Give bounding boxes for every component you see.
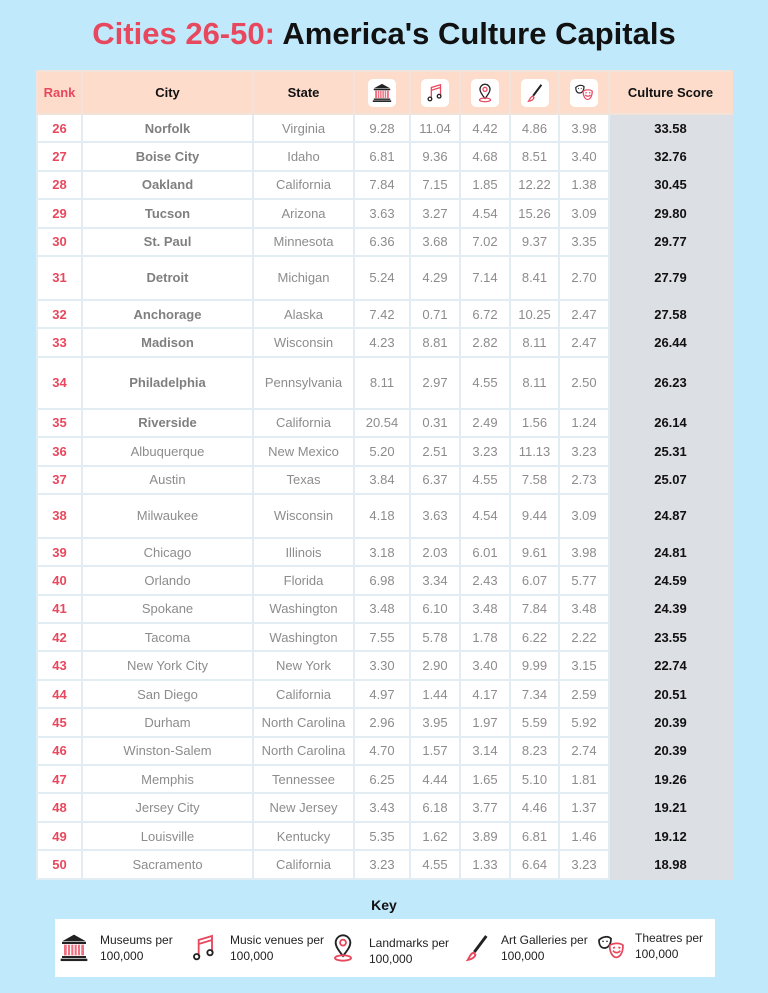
header-culture-score[interactable]: Culture Score [609,71,732,114]
cell-galleries: 6.81 [510,822,559,850]
cell-theatres: 2.22 [559,623,609,651]
cell-museums: 3.63 [354,199,410,227]
cell-score: 20.51 [609,680,732,708]
cell-museums: 5.35 [354,822,410,850]
cell-music: 5.78 [410,623,460,651]
cell-theatres: 1.46 [559,822,609,850]
cell-landmarks: 2.43 [460,566,510,594]
cell-rank: 40 [37,566,82,594]
key-legend [55,919,715,977]
cell-galleries: 6.64 [510,850,559,878]
cell-theatres: 2.47 [559,300,609,328]
cell-landmarks: 7.02 [460,228,510,256]
cell-museums: 7.55 [354,623,410,651]
cell-city: Philadelphia [82,357,253,409]
cell-music: 2.90 [410,651,460,679]
cell-score: 24.81 [609,538,732,566]
key-item-galleries [461,919,588,977]
cell-music: 3.34 [410,566,460,594]
cell-rank: 26 [37,114,82,142]
cell-museums: 7.84 [354,171,410,199]
cell-rank: 34 [37,357,82,409]
key-label-line1: Landmarks per [369,936,450,950]
cell-city: Sacramento [82,850,253,878]
table-row [37,850,732,878]
cell-city: Austin [82,466,253,494]
cell-museums: 3.23 [354,850,410,878]
cell-score: 32.76 [609,142,732,170]
cell-state: Florida [253,566,354,594]
key-item-music [188,919,324,977]
cell-rank: 39 [37,538,82,566]
cell-state: North Carolina [253,737,354,765]
cell-galleries: 8.51 [510,142,559,170]
cell-landmarks: 1.85 [460,171,510,199]
cell-state: North Carolina [253,708,354,736]
cell-state: California [253,850,354,878]
cell-galleries: 15.26 [510,199,559,227]
table-row [37,680,732,708]
cell-galleries: 6.07 [510,566,559,594]
cell-museums: 4.18 [354,494,410,538]
cell-museums: 9.28 [354,114,410,142]
cell-theatres: 3.23 [559,850,609,878]
table-row [37,708,732,736]
cell-museums: 3.18 [354,538,410,566]
cell-music: 3.68 [410,228,460,256]
cell-rank: 28 [37,171,82,199]
key-label-line2: 100,000 [369,952,413,966]
cell-music: 3.27 [410,199,460,227]
cell-landmarks: 1.78 [460,623,510,651]
cell-landmarks: 4.55 [460,466,510,494]
cell-state: Texas [253,466,354,494]
cell-score: 19.26 [609,765,732,793]
cell-city: Boise City [82,142,253,170]
theatre-masks-icon [570,79,598,107]
cell-music: 4.29 [410,256,460,300]
table-row [37,228,732,256]
cell-museums: 5.24 [354,256,410,300]
cell-rank: 27 [37,142,82,170]
cell-music: 0.71 [410,300,460,328]
cell-city: Anchorage [82,300,253,328]
cell-score: 26.44 [609,328,732,356]
cell-rank: 36 [37,437,82,465]
cell-galleries: 8.23 [510,737,559,765]
cell-rank: 46 [37,737,82,765]
cell-rank: 50 [37,850,82,878]
cell-state: New York [253,651,354,679]
cell-galleries: 5.59 [510,708,559,736]
table-row [37,466,732,494]
cell-landmarks: 1.97 [460,708,510,736]
cell-state: Virginia [253,114,354,142]
cell-theatres: 3.09 [559,199,609,227]
cell-theatres: 1.37 [559,793,609,821]
cell-score: 20.39 [609,708,732,736]
culture-table [36,70,733,880]
cell-theatres: 2.50 [559,357,609,409]
cell-music: 6.37 [410,466,460,494]
cell-galleries: 7.84 [510,595,559,623]
key-label-line1: Art Galleries per [501,933,588,947]
cell-galleries: 1.56 [510,409,559,437]
cell-landmarks: 1.65 [460,765,510,793]
cell-galleries: 9.61 [510,538,559,566]
cell-theatres: 3.23 [559,437,609,465]
cell-theatres: 3.09 [559,494,609,538]
cell-score: 30.45 [609,171,732,199]
page-title [0,16,768,52]
table-row [37,623,732,651]
cell-museums: 3.48 [354,595,410,623]
cell-state: Michigan [253,256,354,300]
cell-galleries: 4.86 [510,114,559,142]
cell-galleries: 7.34 [510,680,559,708]
cell-state: Wisconsin [253,328,354,356]
cell-state: Pennsylvania [253,357,354,409]
cell-state: Tennessee [253,765,354,793]
cell-score: 24.59 [609,566,732,594]
key-item-landmarks [327,919,449,977]
cell-landmarks: 4.42 [460,114,510,142]
cell-score: 24.39 [609,595,732,623]
table-row [37,737,732,765]
table-row [37,822,732,850]
cell-theatres: 3.48 [559,595,609,623]
key-item-theatres [595,919,703,977]
cell-museums: 6.25 [354,765,410,793]
cell-music: 4.55 [410,850,460,878]
cell-city: Detroit [82,256,253,300]
key-label-line2: 100,000 [635,947,679,961]
paintbrush-icon [521,79,549,107]
cell-theatres: 2.47 [559,328,609,356]
cell-landmarks: 2.82 [460,328,510,356]
key-label-line2: 100,000 [100,949,144,963]
cell-city: Oakland [82,171,253,199]
cell-museums: 4.23 [354,328,410,356]
cell-state: New Jersey [253,793,354,821]
cell-city: Riverside [82,409,253,437]
cell-landmarks: 3.23 [460,437,510,465]
cell-galleries: 7.58 [510,466,559,494]
cell-music: 1.44 [410,680,460,708]
cell-landmarks: 3.14 [460,737,510,765]
key-label-line1: Museums per [100,933,173,947]
title-main: America's Culture Capitals [274,16,676,51]
cell-rank: 42 [37,623,82,651]
table-row [37,300,732,328]
cell-landmarks: 3.77 [460,793,510,821]
cell-galleries: 9.44 [510,494,559,538]
cell-music: 3.63 [410,494,460,538]
cell-music: 0.31 [410,409,460,437]
cell-galleries: 9.37 [510,228,559,256]
cell-music: 2.51 [410,437,460,465]
cell-score: 26.23 [609,357,732,409]
cell-city: Memphis [82,765,253,793]
table-row [37,171,732,199]
cell-state: Arizona [253,199,354,227]
cell-galleries: 5.10 [510,765,559,793]
cell-museums: 6.36 [354,228,410,256]
cell-galleries: 12.22 [510,171,559,199]
cell-rank: 43 [37,651,82,679]
cell-museums: 5.20 [354,437,410,465]
cell-landmarks: 4.55 [460,357,510,409]
cell-landmarks: 4.54 [460,199,510,227]
cell-score: 19.12 [609,822,732,850]
cell-music: 1.62 [410,822,460,850]
cell-score: 18.98 [609,850,732,878]
cell-city: Chicago [82,538,253,566]
cell-score: 25.07 [609,466,732,494]
cell-theatres: 5.92 [559,708,609,736]
cell-score: 27.79 [609,256,732,300]
cell-music: 1.57 [410,737,460,765]
table-row [37,199,732,227]
cell-museums: 2.96 [354,708,410,736]
cell-galleries: 9.99 [510,651,559,679]
cell-music: 11.04 [410,114,460,142]
cell-music: 9.36 [410,142,460,170]
music-note-icon [421,79,449,107]
cell-rank: 41 [37,595,82,623]
cell-score: 33.58 [609,114,732,142]
cell-state: California [253,680,354,708]
cell-score: 23.55 [609,623,732,651]
cell-theatres: 1.38 [559,171,609,199]
cell-rank: 38 [37,494,82,538]
paintbrush-icon [461,932,493,964]
table-row [37,595,732,623]
cell-rank: 35 [37,409,82,437]
table-row [37,494,732,538]
cell-museums: 3.43 [354,793,410,821]
key-label-line2: 100,000 [501,949,545,963]
cell-rank: 30 [37,228,82,256]
cell-score: 22.74 [609,651,732,679]
cell-score: 27.58 [609,300,732,328]
cell-city: Norfolk [82,114,253,142]
header-museums[interactable] [354,71,410,114]
cell-state: Minnesota [253,228,354,256]
cell-landmarks: 3.40 [460,651,510,679]
cell-music: 8.81 [410,328,460,356]
header-city[interactable]: City [82,71,253,114]
music-note-icon [188,932,220,964]
cell-city: New York City [82,651,253,679]
cell-city: Madison [82,328,253,356]
cell-rank: 31 [37,256,82,300]
theatre-masks-icon [595,932,627,964]
cell-museums: 8.11 [354,357,410,409]
cell-theatres: 2.74 [559,737,609,765]
cell-museums: 3.30 [354,651,410,679]
cell-state: Washington [253,623,354,651]
cell-score: 29.80 [609,199,732,227]
header-theatres[interactable] [559,71,609,114]
cell-rank: 47 [37,765,82,793]
table-row [37,114,732,142]
cell-city: San Diego [82,680,253,708]
cell-museums: 3.84 [354,466,410,494]
cell-city: Tucson [82,199,253,227]
cell-museums: 20.54 [354,409,410,437]
table-row [37,256,732,300]
cell-city: Durham [82,708,253,736]
cell-music: 6.18 [410,793,460,821]
key-item-museums [58,919,173,977]
cell-museums: 4.70 [354,737,410,765]
cell-landmarks: 4.54 [460,494,510,538]
cell-theatres: 1.81 [559,765,609,793]
cell-theatres: 3.15 [559,651,609,679]
cell-score: 25.31 [609,437,732,465]
cell-score: 26.14 [609,409,732,437]
cell-landmarks: 2.49 [460,409,510,437]
cell-landmarks: 4.68 [460,142,510,170]
table-row [37,566,732,594]
cell-landmarks: 3.89 [460,822,510,850]
cell-galleries: 8.11 [510,357,559,409]
table-row [37,409,732,437]
cell-museums: 6.81 [354,142,410,170]
key-label-line1: Theatres per [635,931,704,945]
cell-city: Spokane [82,595,253,623]
cell-state: Washington [253,595,354,623]
cell-score: 19.21 [609,793,732,821]
key-label-line1: Music venues per [230,933,325,947]
cell-score: 20.39 [609,737,732,765]
table-row [37,142,732,170]
cell-theatres: 3.35 [559,228,609,256]
cell-state: Wisconsin [253,494,354,538]
table-header-row [37,71,732,114]
cell-theatres: 3.98 [559,114,609,142]
cell-state: Kentucky [253,822,354,850]
cell-state: Idaho [253,142,354,170]
cell-music: 4.44 [410,765,460,793]
cell-city: Milwaukee [82,494,253,538]
cell-rank: 33 [37,328,82,356]
cell-music: 7.15 [410,171,460,199]
cell-rank: 44 [37,680,82,708]
cell-city: Tacoma [82,623,253,651]
cell-galleries: 8.41 [510,256,559,300]
table-row [37,793,732,821]
cell-city: Louisville [82,822,253,850]
cell-rank: 45 [37,708,82,736]
cell-museums: 6.98 [354,566,410,594]
header-galleries[interactable] [510,71,559,114]
cell-galleries: 11.13 [510,437,559,465]
title-accent: Cities 26-50: [92,16,275,51]
cell-landmarks: 7.14 [460,256,510,300]
cell-state: California [253,171,354,199]
cell-city: St. Paul [82,228,253,256]
header-landmarks[interactable] [460,71,510,114]
table-row [37,765,732,793]
table-row [37,651,732,679]
cell-landmarks: 6.01 [460,538,510,566]
cell-galleries: 8.11 [510,328,559,356]
cell-theatres: 3.40 [559,142,609,170]
cell-city: Winston-Salem [82,737,253,765]
key-label-line2: 100,000 [230,949,274,963]
cell-score: 24.87 [609,494,732,538]
cell-music: 3.95 [410,708,460,736]
cell-state: New Mexico [253,437,354,465]
cell-theatres: 2.59 [559,680,609,708]
cell-rank: 49 [37,822,82,850]
cell-rank: 32 [37,300,82,328]
header-state[interactable]: State [253,71,354,114]
cell-landmarks: 6.72 [460,300,510,328]
cell-landmarks: 3.48 [460,595,510,623]
cell-galleries: 4.46 [510,793,559,821]
header-rank[interactable]: Rank [37,71,82,114]
cell-state: Alaska [253,300,354,328]
cell-rank: 48 [37,793,82,821]
cell-music: 6.10 [410,595,460,623]
table-row [37,437,732,465]
cell-galleries: 10.25 [510,300,559,328]
key-title: Key [371,897,397,913]
cell-state: Illinois [253,538,354,566]
cell-theatres: 3.98 [559,538,609,566]
cell-city: Albuquerque [82,437,253,465]
map-pin-icon [327,932,359,964]
cell-theatres: 5.77 [559,566,609,594]
cell-galleries: 6.22 [510,623,559,651]
cell-landmarks: 4.17 [460,680,510,708]
table-row [37,328,732,356]
museum-icon [58,932,90,964]
cell-theatres: 2.70 [559,256,609,300]
cell-rank: 37 [37,466,82,494]
cell-theatres: 2.73 [559,466,609,494]
cell-landmarks: 1.33 [460,850,510,878]
cell-city: Orlando [82,566,253,594]
table-row [37,538,732,566]
cell-theatres: 1.24 [559,409,609,437]
cell-museums: 7.42 [354,300,410,328]
cell-music: 2.97 [410,357,460,409]
museum-icon [368,79,396,107]
cell-rank: 29 [37,199,82,227]
cell-museums: 4.97 [354,680,410,708]
cell-music: 2.03 [410,538,460,566]
cell-state: California [253,409,354,437]
header-music[interactable] [410,71,460,114]
cell-score: 29.77 [609,228,732,256]
table-row [37,357,732,409]
map-pin-icon [471,79,499,107]
cell-city: Jersey City [82,793,253,821]
